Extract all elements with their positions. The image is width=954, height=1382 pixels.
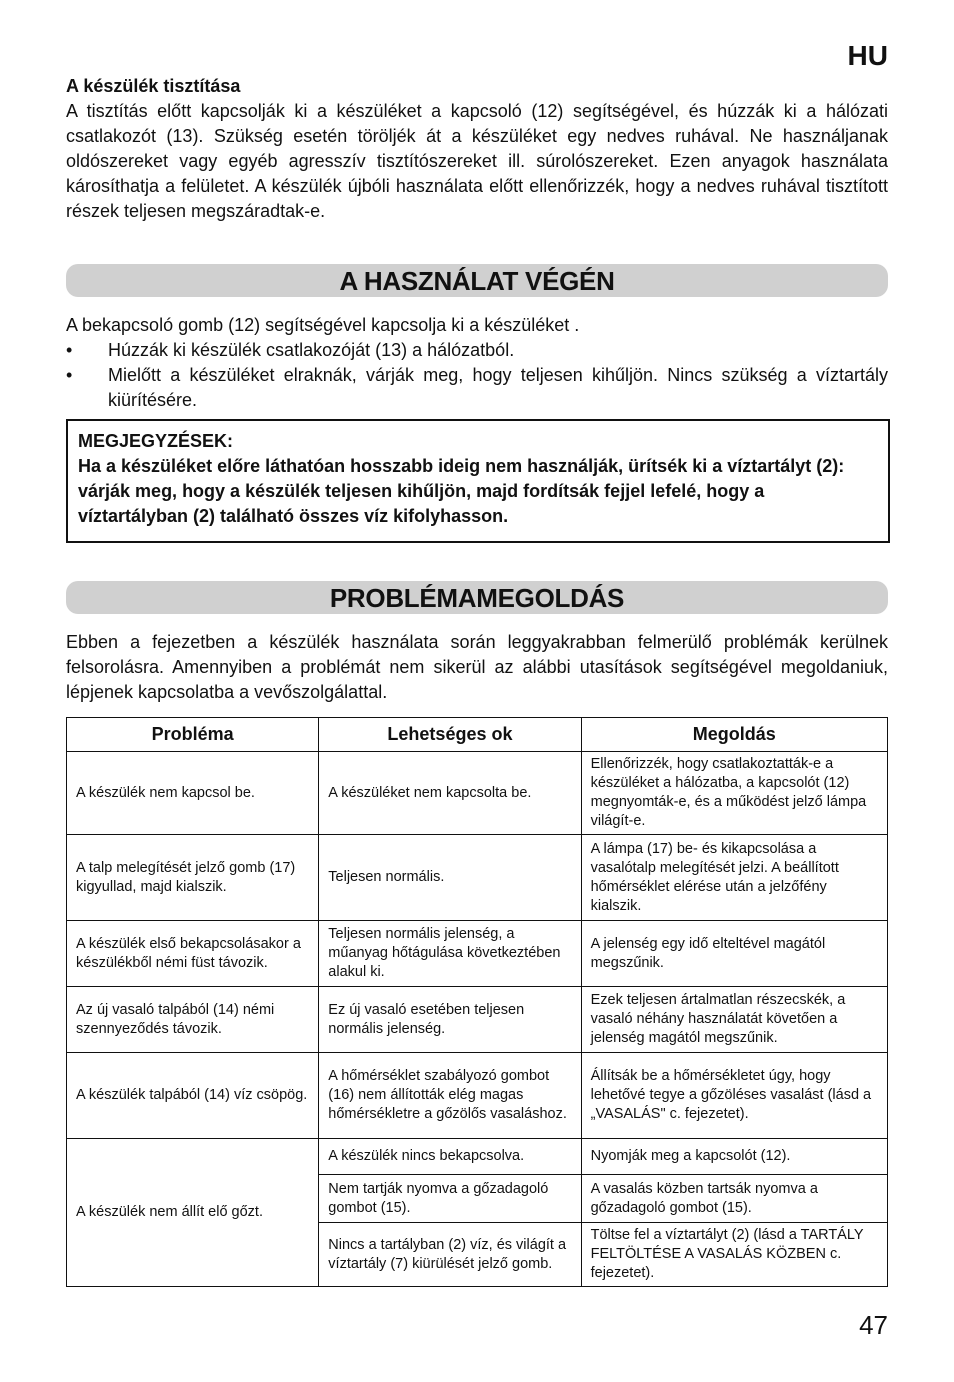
column-header-cause: Lehetséges ok [319, 718, 581, 752]
cause-cell: Teljesen normális jelenség, a műanyag hőtágulása következtében alakul ki. [319, 921, 581, 987]
table-row [67, 835, 888, 921]
problem-cell: A készülék nem állít elő gőzt. [67, 1139, 319, 1287]
cause-cell: A hőmérséklet szabályozó gombot (16) nem állították elég magas hőmérsékletre a gőzölős vasaláshoz. [319, 1053, 581, 1139]
cause-cell: Teljesen normális. [319, 835, 581, 921]
cause-cell: A készülék nincs bekapcsolva. [319, 1139, 581, 1175]
solution-cell: Ellenőrizzék, hogy csatlakoztatták-e a készüléket a hálózatba, a kapcsolót (12) megnyomták-e, és a működést jelző lámpa világít-e. [581, 752, 887, 835]
table-row [67, 1139, 888, 1175]
solution-cell: Nyomják meg a kapcsolót (12). [581, 1139, 887, 1175]
problem-cell: Az új vasaló talpából (14) némi szennyeződés távozik. [67, 987, 319, 1053]
troubleshooting-table [66, 717, 888, 1287]
solution-cell: A vasalás közben tartsák nyomva a gőzadagoló gombot (15). [581, 1175, 887, 1223]
end-of-use-list [66, 338, 888, 413]
cleaning-paragraph: A tisztítás előtt kapcsolják ki a készüléket a kapcsoló (12) segítségével, és húzzák ki a hálózati csatlakozót (13). Szükség esetén töröljék át a készüléket egy nedves ruhával. Ne használjanak oldószereket vagy egyéb agresszív tisztítószereket ill. súrolószereket. Ezen anyagok használata károsíthatja a felületet. A készülék újbóli használata előtt ellenőrizzék, hogy a nedves ruhával tisztított részek teljesen megszáradtak-e. [66, 101, 888, 221]
bullet-icon: • [66, 340, 73, 360]
table-row [67, 752, 888, 835]
notes-text: Ha a készüléket előre láthatóan hosszabb ideig nem használják, ürítsék ki a víztartályt (2): várják meg, hogy a készülék teljesen kihűljön, majd fordítsák fejjel lefelé, hogy a víztartályban (2) található összes víz kifolyhasson. [78, 456, 845, 526]
list-item [66, 363, 888, 413]
solution-cell: A jelenség egy idő elteltével magától megszűnik. [581, 921, 887, 987]
list-item-text: Mielőtt a készüléket elraknák, várják meg, hogy teljesen kihűljön. Nincs szükség a víztartály kiürítésére. [108, 365, 888, 410]
notes-title: MEGJEGYZÉSEK: [78, 431, 234, 451]
table-row [67, 921, 888, 987]
list-item-text: Húzzák ki készülék csatlakozóját (13) a hálózatból. [108, 340, 515, 360]
solution-cell: Ezek teljesen ártalmatlan részecskék, a vasaló néhány használatát követően a jelenség magától megszűnik. [581, 987, 887, 1053]
notes-box [66, 419, 890, 543]
table-row [67, 1053, 888, 1139]
problem-cell: A készülék első bekapcsolásakor a készülékből némi füst távozik. [67, 921, 319, 987]
table-row [67, 987, 888, 1053]
problem-cell: A talp melegítését jelző gomb (17) kigyullad, majd kialszik. [67, 835, 319, 921]
bullet-icon: • [66, 365, 73, 385]
troubleshooting-heading: PROBLÉMAMEGOLDÁS [66, 581, 888, 614]
page-number: 47 [859, 1310, 888, 1340]
cause-cell: Nem tartják nyomva a gőzadagoló gombot (15). [319, 1175, 581, 1223]
end-of-use-heading: A HASZNÁLAT VÉGÉN [66, 264, 888, 297]
cause-cell: Ez új vasaló esetében teljesen normális jelenség. [319, 987, 581, 1053]
solution-cell: Töltse fel a víztartályt (2) (lásd a TARTÁLY FELTÖLTÉSE A VASALÁS KÖZBEN c. fejezetet). [581, 1223, 887, 1287]
language-code: HU [847, 40, 888, 71]
problem-cell: A készülék talpából (14) víz csöpög. [67, 1053, 319, 1139]
cleaning-heading: A készülék tisztítása [66, 76, 241, 96]
solution-cell: A lámpa (17) be- és kikapcsolása a vasalótalp melegítését jelzi. A beállított hőmérséklet elérése után a jelzőfény kialszik. [581, 835, 887, 921]
column-header-solution: Megoldás [581, 718, 887, 752]
cause-cell: A készüléket nem kapcsolta be. [319, 752, 581, 835]
end-of-use-intro: A bekapcsoló gomb (12) segítségével kapcsolja ki a készüléket . [66, 315, 580, 335]
solution-cell: Állítsák be a hőmérsékletet úgy, hogy lehetővé tegye a gőzöléses vasalást (lásd a „VASALÁS" c. fejezetet). [581, 1053, 887, 1139]
column-header-problem: Probléma [67, 718, 319, 752]
list-item [66, 338, 888, 363]
problem-cell: A készülék nem kapcsol be. [67, 752, 319, 835]
table-header-row [67, 718, 888, 752]
troubleshooting-intro: Ebben a fejezetben a készülék használata során leggyakrabban felmerülő problémák kerülnek felsorolásra. Amennyiben a problémát nem sikerül az alábbi utasítások segítségével megoldaniuk, lépjenek kapcsolatba a vevőszolgálattal. [66, 632, 888, 702]
cause-cell: Nincs a tartályban (2) víz, és világít a víztartály (7) kiürülését jelző gomb. [319, 1223, 581, 1287]
page-content [66, 74, 888, 1287]
